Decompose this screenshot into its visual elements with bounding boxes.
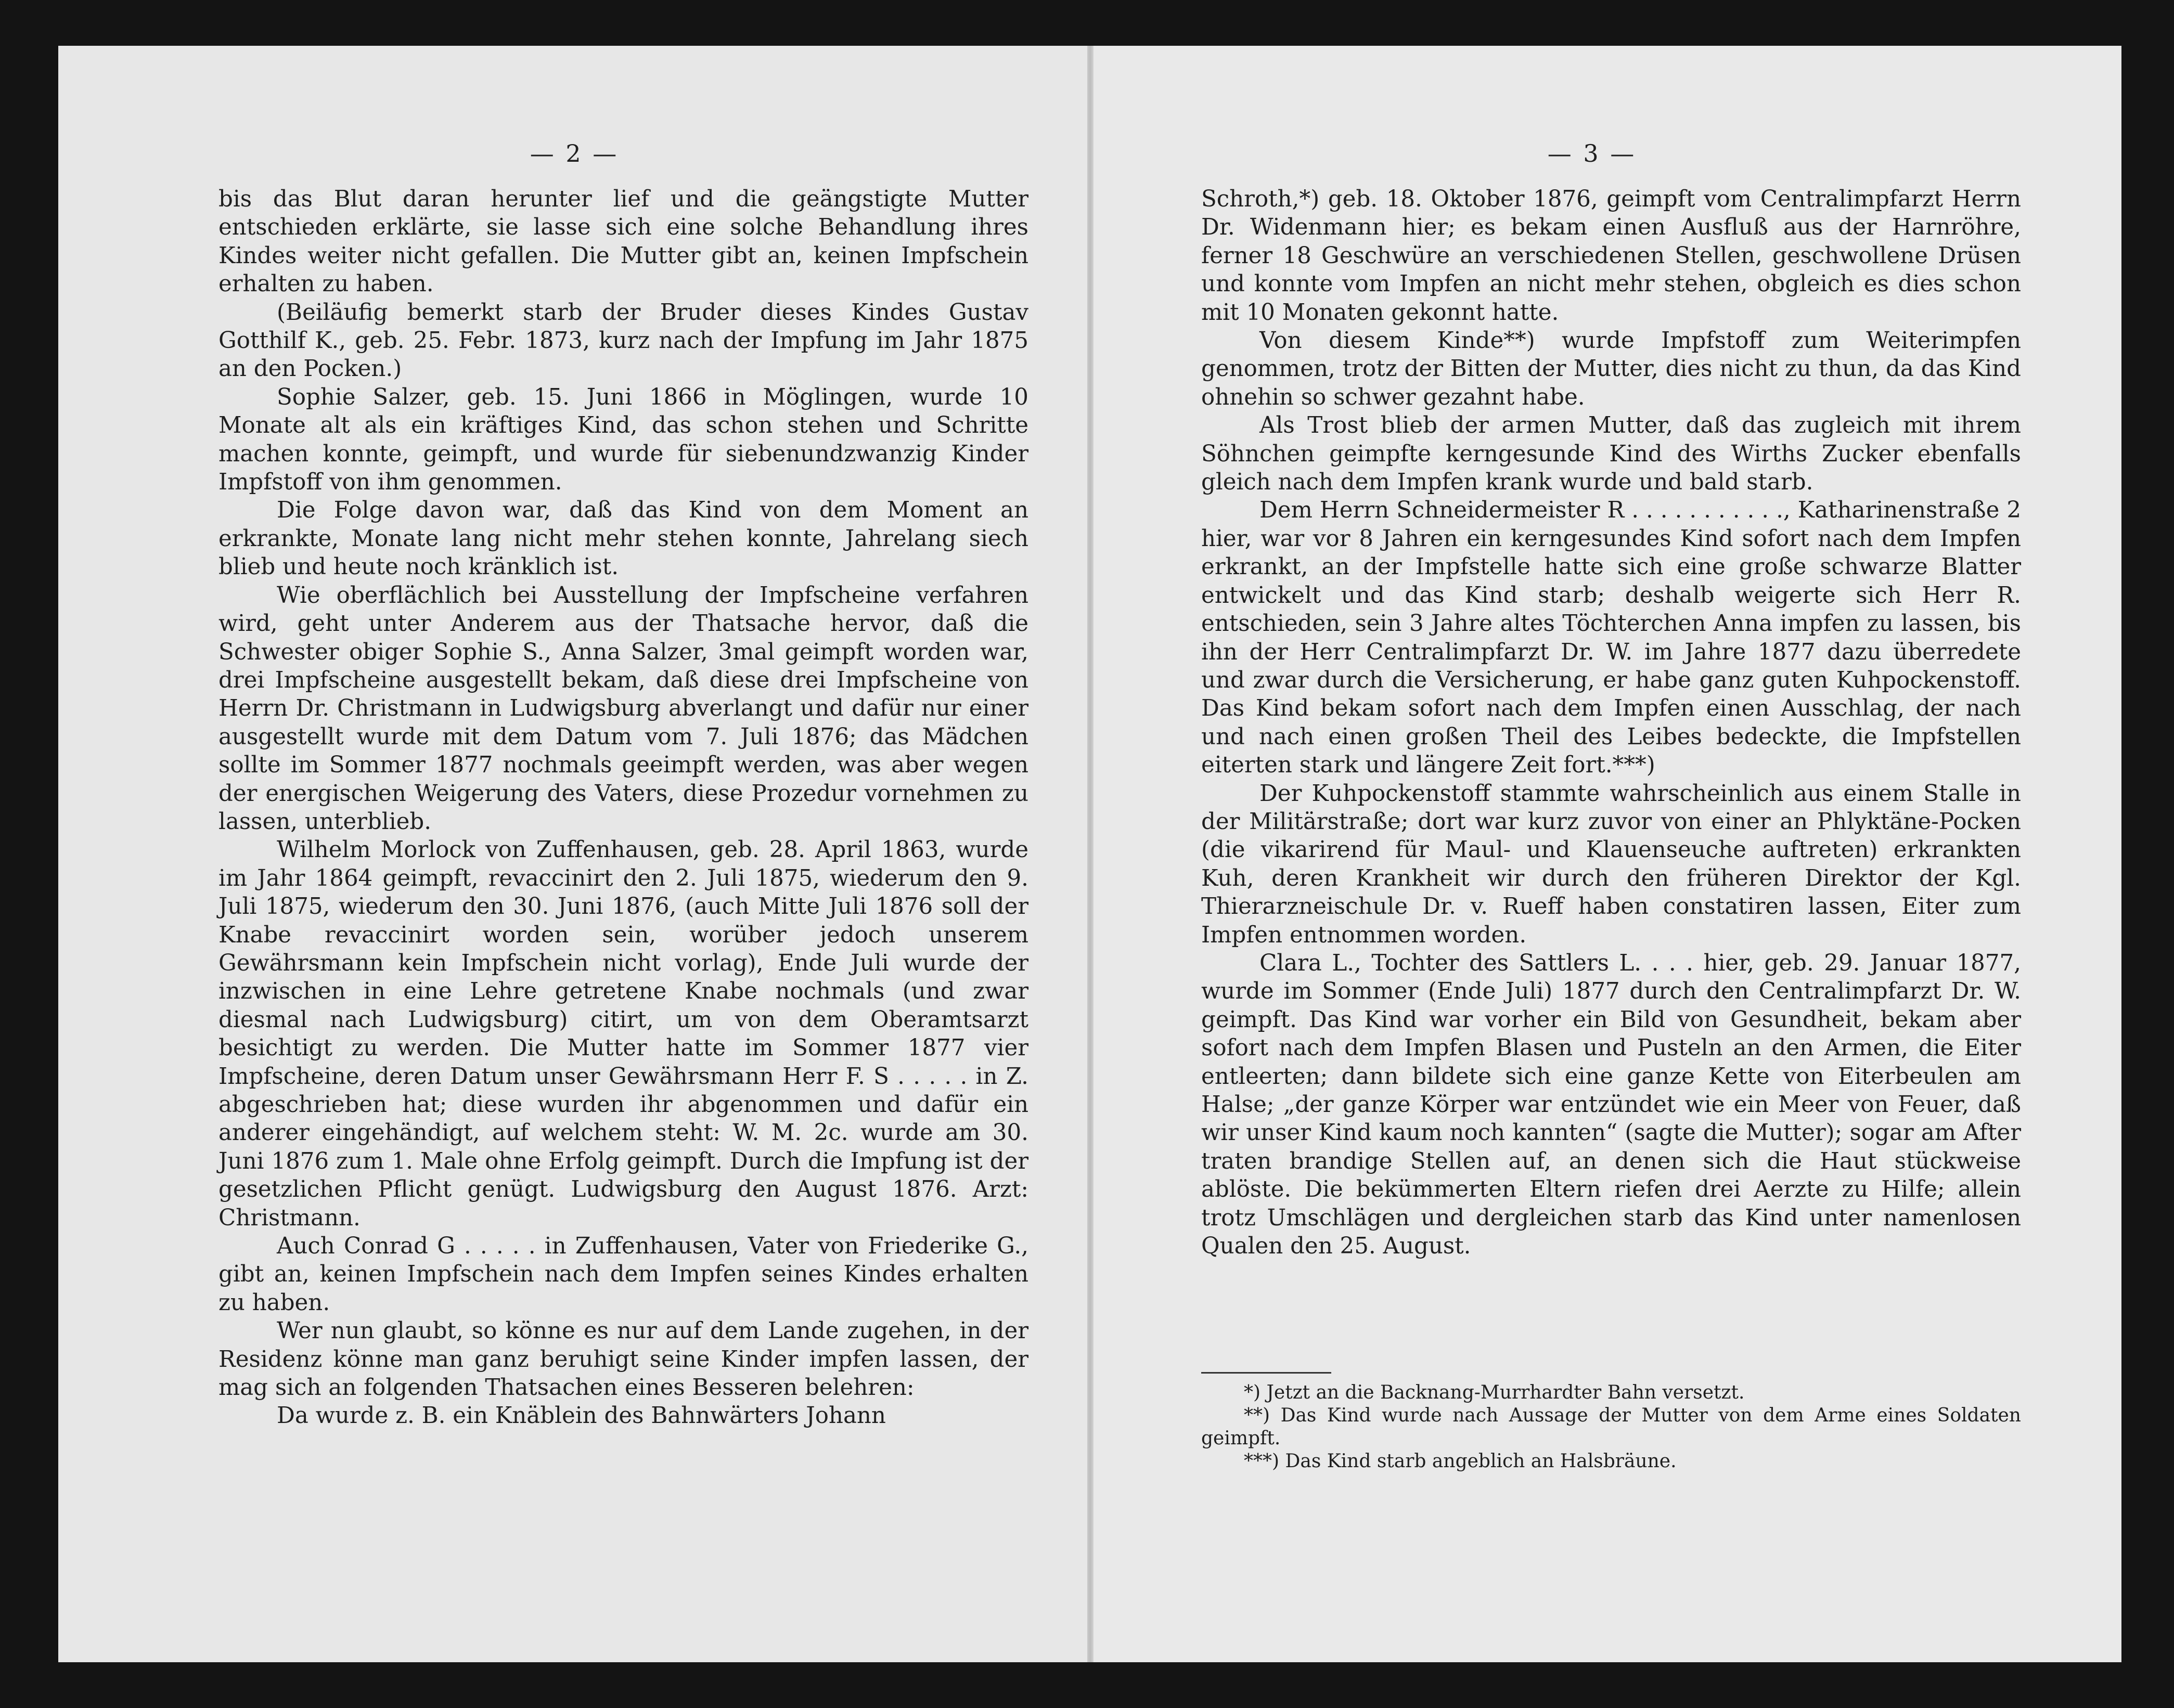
right-text-column [1201,185,2021,1260]
paragraph: Sophie Salzer, geb. 15. Juni 1866 in Möglingen, wurde 10 Monate alt als ein kräftiges Kind, das schon stehen und Schritte machen konnte, geimpft, und wurde für siebenundzwanzig Kinder Impfstoff von ihm genommen. [218,384,1028,496]
paragraph: bis das Blut daran herunter lief und die geängstigte Mutter entschieden erklärte, sie lasse sich eine solche Behandlung ihres Kindes weiter nicht gefallen. Die Mutter gibt an, keinen Impfschein erhalten zu haben. [218,186,1028,297]
left-page [58,46,1090,1662]
paragraph: Wer nun glaubt, so könne es nur auf dem Lande zugehen, in der Residenz könne man ganz beruhigt seine Kinder impfen lassen, der mag sich an folgenden Thatsachen eines Besseren belehren: [218,1318,1028,1401]
paragraph: Als Trost blieb der armen Mutter, daß das zugleich mit ihrem Söhnchen geimpfte kerngesunde Kind des Wirths Zucker ebenfalls gleich nach dem Impfen krank wurde und bald starb. [1201,412,2021,496]
paragraph: Die Folge davon war, daß das Kind von dem Moment an erkrankte, Monate lang nicht mehr stehen konnte, Jahrelang siech blieb und heute noch kränklich ist. [218,497,1028,580]
paragraph: Dem Herrn Schneidermeister R . . . . . . . . . . ., Katharinenstraße 2 hier, war vor 8 Jahren ein kerngesundes Kind sofort nach dem Impfen erkrankt, an der Impfstelle hatte sich eine große schwarze Blatter entwickelt und das Kind starb; deshalb weigerte sich Herr R. entschieden, sein 3 Jahre altes Töchterchen Anna impfen zu lassen, bis ihn der Herr Centralimpfarzt Dr. W. im Jahre 1877 dazu überredete und zwar durch die Versicherung, er habe ganz guten Kuhpockenstoff. Das Kind bekam sofort nach dem Impfen einen Ausschlag, der nach und nach einen großen Theil des Leibes bedeckte, die Impfstellen eiterten stark und längere Zeit fort.***) [1201,497,2021,779]
book-gutter [1087,46,1094,1662]
paragraph: (Beiläufig bemerkt starb der Bruder dieses Kindes Gustav Gotthilf K., geb. 25. Febr. 1873, kurz nach der Impfung im Jahr 1875 an den Pocken.) [218,299,1028,382]
book-spread [58,46,2121,1662]
footnote: ***) Das Kind starb angeblich an Halsbräune. [1244,1451,1677,1472]
footnote-rule [1201,1372,1331,1374]
paragraph: Wie oberflächlich bei Ausstellung der Impfscheine verfahren wird, geht unter Anderem aus der Thatsache hervor, daß die Schwester obiger Sophie S., Anna Salzer, 3mal geimpft worden war, drei Impfscheine ausgestellt bekam, daß diese drei Impfscheine von Herrn Dr. Christmann in Ludwigsburg abverlangt und dafür nur einer ausgestellt wurde mit dem Datum vom 7. Juli 1876; das Mädchen sollte im Sommer 1877 nochmals geeimpft werden, was aber wegen der energischen Weigerung des Vaters, diese Prozedur vornehmen zu lassen, unterblieb. [218,582,1028,835]
footnote: *) Jetzt an die Backnang-Murrhardter Bahn versetzt. [1244,1382,1745,1403]
paragraph: Von diesem Kinde**) wurde Impfstoff zum Weiterimpfen genommen, trotz der Bitten der Mutter, dies nicht zu thun, da das Kind ohnehin so schwer gezahnt habe. [1201,328,2021,410]
paragraph: Clara L., Tochter des Sattlers L. . . . hier, geb. 29. Januar 1877, wurde im Sommer (Ende Juli) 1877 durch den Centralimpfarzt Dr. W. geimpft. Das Kind war vorher ein Bild von Gesundheit, bekam aber sofort nach dem Impfen Blasen und Pusteln an den Armen, die Eiter entleerten; dann bildete sich eine ganze Kette von Eiterbeulen am Halse; „der ganze Körper war entzündet wie ein Meer von Feuer, daß wir unser Kind kaum noch kannten“ (sagte die Mutter); sogar am After traten brandige Stellen auf, an denen sich die Haut stückweise ablöste. Die bekümmerten Eltern riefen drei Aerzte zu Hilfe; allein trotz Umschlägen und dergleichen starb das Kind unter namenlosen Qualen den 25. August. [1201,950,2021,1260]
right-page [1090,46,2121,1662]
paragraph: Schroth,*) geb. 18. Oktober 1876, geimpft vom Centralimpfarzt Herrn Dr. Widenmann hier; es bekam einen Ausfluß aus der Harnröhre, ferner 18 Geschwüre an verschiedenen Stellen, geschwollene Drüsen und konnte vom Impfen an nicht mehr stehen, obgleich es dies schon mit 10 Monaten gekonnt hatte. [1201,186,2021,326]
left-text-column [218,185,1028,1430]
paragraph: Da wurde z. B. ein Knäblein des Bahnwärters Johann [277,1403,886,1429]
footnote: **) Das Kind wurde nach Aussage der Mutter von dem Arme eines Soldaten geimpft. [1201,1405,2021,1449]
paragraph: Wilhelm Morlock von Zuffenhausen, geb. 28. April 1863, wurde im Jahr 1864 geimpft, revaccinirt den 2. Juli 1875, wiederum den 9. Juli 1875, wiederum den 30. Juni 1876, (auch Mitte Juli 1876 soll der Knabe revaccinirt worden sein, worüber jedoch unserem Gewährsmann kein Impfschein nicht vorlag), Ende Juli wurde der inzwischen in eine Lehre getretene Knabe nochmals (und zwar diesmal nach Ludwigsburg) citirt, um von dem Oberamtsarzt besichtigt zu werden. Die Mutter hatte im Sommer 1877 vier Impfscheine, deren Datum unser Gewährsmann Herr F. S . . . . . in Z. abgeschrieben hat; diese wurden ihr abgenommen und dafür ein anderer eingehändigt, auf welchem steht: W. M. 2c. wurde am 30. Juni 1876 zum 1. Male ohne Erfolg geimpft. Durch die Impfung ist der gesetzlichen Pflicht genügt. Ludwigsburg den August 1876. Arzt: Christmann. [218,837,1028,1231]
page-number-right: — 3 — [1547,139,1637,167]
paragraph: Auch Conrad G . . . . . in Zuffenhausen, Vater von Friederike G., gibt an, keinen Impfschein nach dem Impfen seines Kindes erhalten zu haben. [218,1233,1028,1316]
paragraph: Der Kuhpockenstoff stammte wahrscheinlich aus einem Stalle in der Militärstraße; dort war kurz zuvor von einer an Phlyktäne-Pocken (die vikarirend für Maul- und Klauenseuche auftreten) erkrankten Kuh, deren Krankheit wir durch den früheren Direktor der Kgl. Thierarzneischule Dr. v. Rueff haben constatiren lassen, Eiter zum Impfen entnommen worden. [1201,780,2021,948]
page-number-left: — 2 — [530,139,619,167]
footnotes [1201,1381,2021,1473]
